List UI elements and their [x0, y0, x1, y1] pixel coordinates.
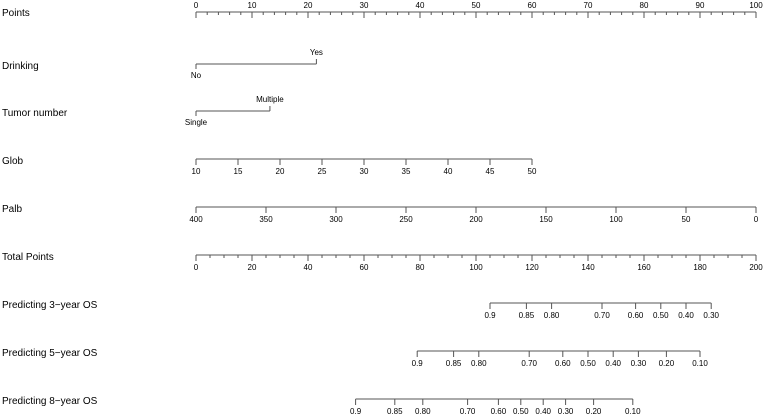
tick-label: 40 — [443, 167, 453, 176]
row-label-palb: Palb — [2, 204, 23, 215]
tick-label: 160 — [637, 263, 651, 272]
tick-label: 0.50 — [653, 311, 669, 320]
tick-label: 40 — [415, 1, 425, 10]
row-glob — [2, 156, 537, 176]
tick-label: 100 — [749, 1, 763, 10]
tick-label: 120 — [525, 263, 539, 272]
tick-label: 80 — [639, 1, 649, 10]
row-total-points — [2, 252, 763, 272]
tick-label: 15 — [233, 167, 243, 176]
tick-label: 70 — [583, 1, 593, 10]
row-drinking — [2, 48, 323, 80]
tick-label: 0.60 — [627, 311, 644, 320]
row-label-points: Points — [2, 8, 30, 19]
tick-label: 140 — [581, 263, 595, 272]
tick-label: 45 — [485, 167, 495, 176]
tick-label: Yes — [309, 48, 323, 57]
tick-label: 350 — [259, 215, 273, 224]
row-tumor-number — [2, 95, 284, 127]
row-predicting-5-year-os — [2, 348, 708, 368]
tick-label: 0.40 — [678, 311, 694, 320]
tick-label: 0.70 — [594, 311, 610, 320]
tick-label: 50 — [681, 215, 691, 224]
tick-label: 0.9 — [350, 407, 362, 414]
row-label-predicting-5-year-os: Predicting 5−year OS — [2, 348, 98, 359]
tick-label: 10 — [191, 167, 201, 176]
tick-label: 20 — [247, 263, 257, 272]
row-label-total-points: Total Points — [2, 252, 54, 263]
tick-label: 200 — [469, 215, 483, 224]
row-predicting-3-year-os — [2, 300, 720, 320]
tick-label: 400 — [189, 215, 203, 224]
tick-label: 40 — [303, 263, 313, 272]
tick-label: 100 — [609, 215, 623, 224]
tick-label: 0.70 — [521, 359, 537, 368]
row-palb — [2, 204, 759, 224]
tick-label: 0.70 — [459, 407, 476, 414]
tick-label: 50 — [527, 167, 537, 176]
tick-label: 0.85 — [387, 407, 403, 414]
tick-label: Multiple — [256, 95, 284, 104]
tick-label: 150 — [539, 215, 553, 224]
tick-label: 0.85 — [518, 311, 535, 320]
tick-label: 0.10 — [625, 407, 641, 414]
tick-label: 250 — [399, 215, 413, 224]
tick-label: 0.50 — [513, 407, 529, 414]
tick-label: 10 — [247, 1, 257, 10]
tick-label: 0.80 — [415, 407, 431, 414]
tick-label: 0.80 — [471, 359, 487, 368]
tick-label: 0.20 — [585, 407, 602, 414]
row-label-tumor-number: Tumor number — [2, 108, 68, 119]
tick-label: 0.9 — [411, 359, 423, 368]
tick-label: 90 — [695, 1, 705, 10]
row-predicting-8-year-os — [2, 396, 641, 414]
tick-label: No — [190, 71, 202, 80]
tick-label: 0 — [193, 1, 199, 10]
tick-label: 0 — [193, 263, 199, 272]
tick-label: Single — [184, 118, 208, 127]
tick-label: 80 — [415, 263, 425, 272]
tick-label: 200 — [749, 263, 763, 272]
tick-label: 0.30 — [703, 311, 719, 320]
tick-label: 0.40 — [605, 359, 621, 368]
tick-label: 60 — [527, 1, 537, 10]
tick-label: 60 — [359, 263, 369, 272]
tick-label: 25 — [317, 167, 327, 176]
tick-label: 0.30 — [557, 407, 574, 414]
tick-label: 0.20 — [658, 359, 675, 368]
row-points — [2, 1, 763, 19]
tick-label: 100 — [469, 263, 483, 272]
tick-label: 0.60 — [555, 359, 571, 368]
tick-label: 30 — [359, 1, 369, 10]
tick-label: 0.30 — [630, 359, 647, 368]
tick-label: 0.50 — [580, 359, 596, 368]
tick-label: 0.9 — [484, 311, 496, 320]
tick-label: 180 — [693, 263, 707, 272]
tick-label: 0.10 — [692, 359, 708, 368]
tick-label: 50 — [471, 1, 481, 10]
tick-label: 35 — [401, 167, 411, 176]
tick-label: 20 — [275, 167, 285, 176]
row-label-glob: Glob — [2, 156, 24, 167]
tick-label: 0.80 — [543, 311, 560, 320]
tick-label: 300 — [329, 215, 343, 224]
tick-label: 0 — [753, 215, 759, 224]
row-label-predicting-3-year-os: Predicting 3−year OS — [2, 300, 98, 311]
row-label-drinking: Drinking — [2, 61, 39, 72]
tick-label: 30 — [359, 167, 369, 176]
tick-label: 0.60 — [490, 407, 507, 414]
tick-label: 0.85 — [445, 359, 462, 368]
tick-label: 0.40 — [535, 407, 551, 414]
tick-label: 20 — [303, 1, 313, 10]
row-label-predicting-8-year-os: Predicting 8−year OS — [2, 396, 98, 407]
